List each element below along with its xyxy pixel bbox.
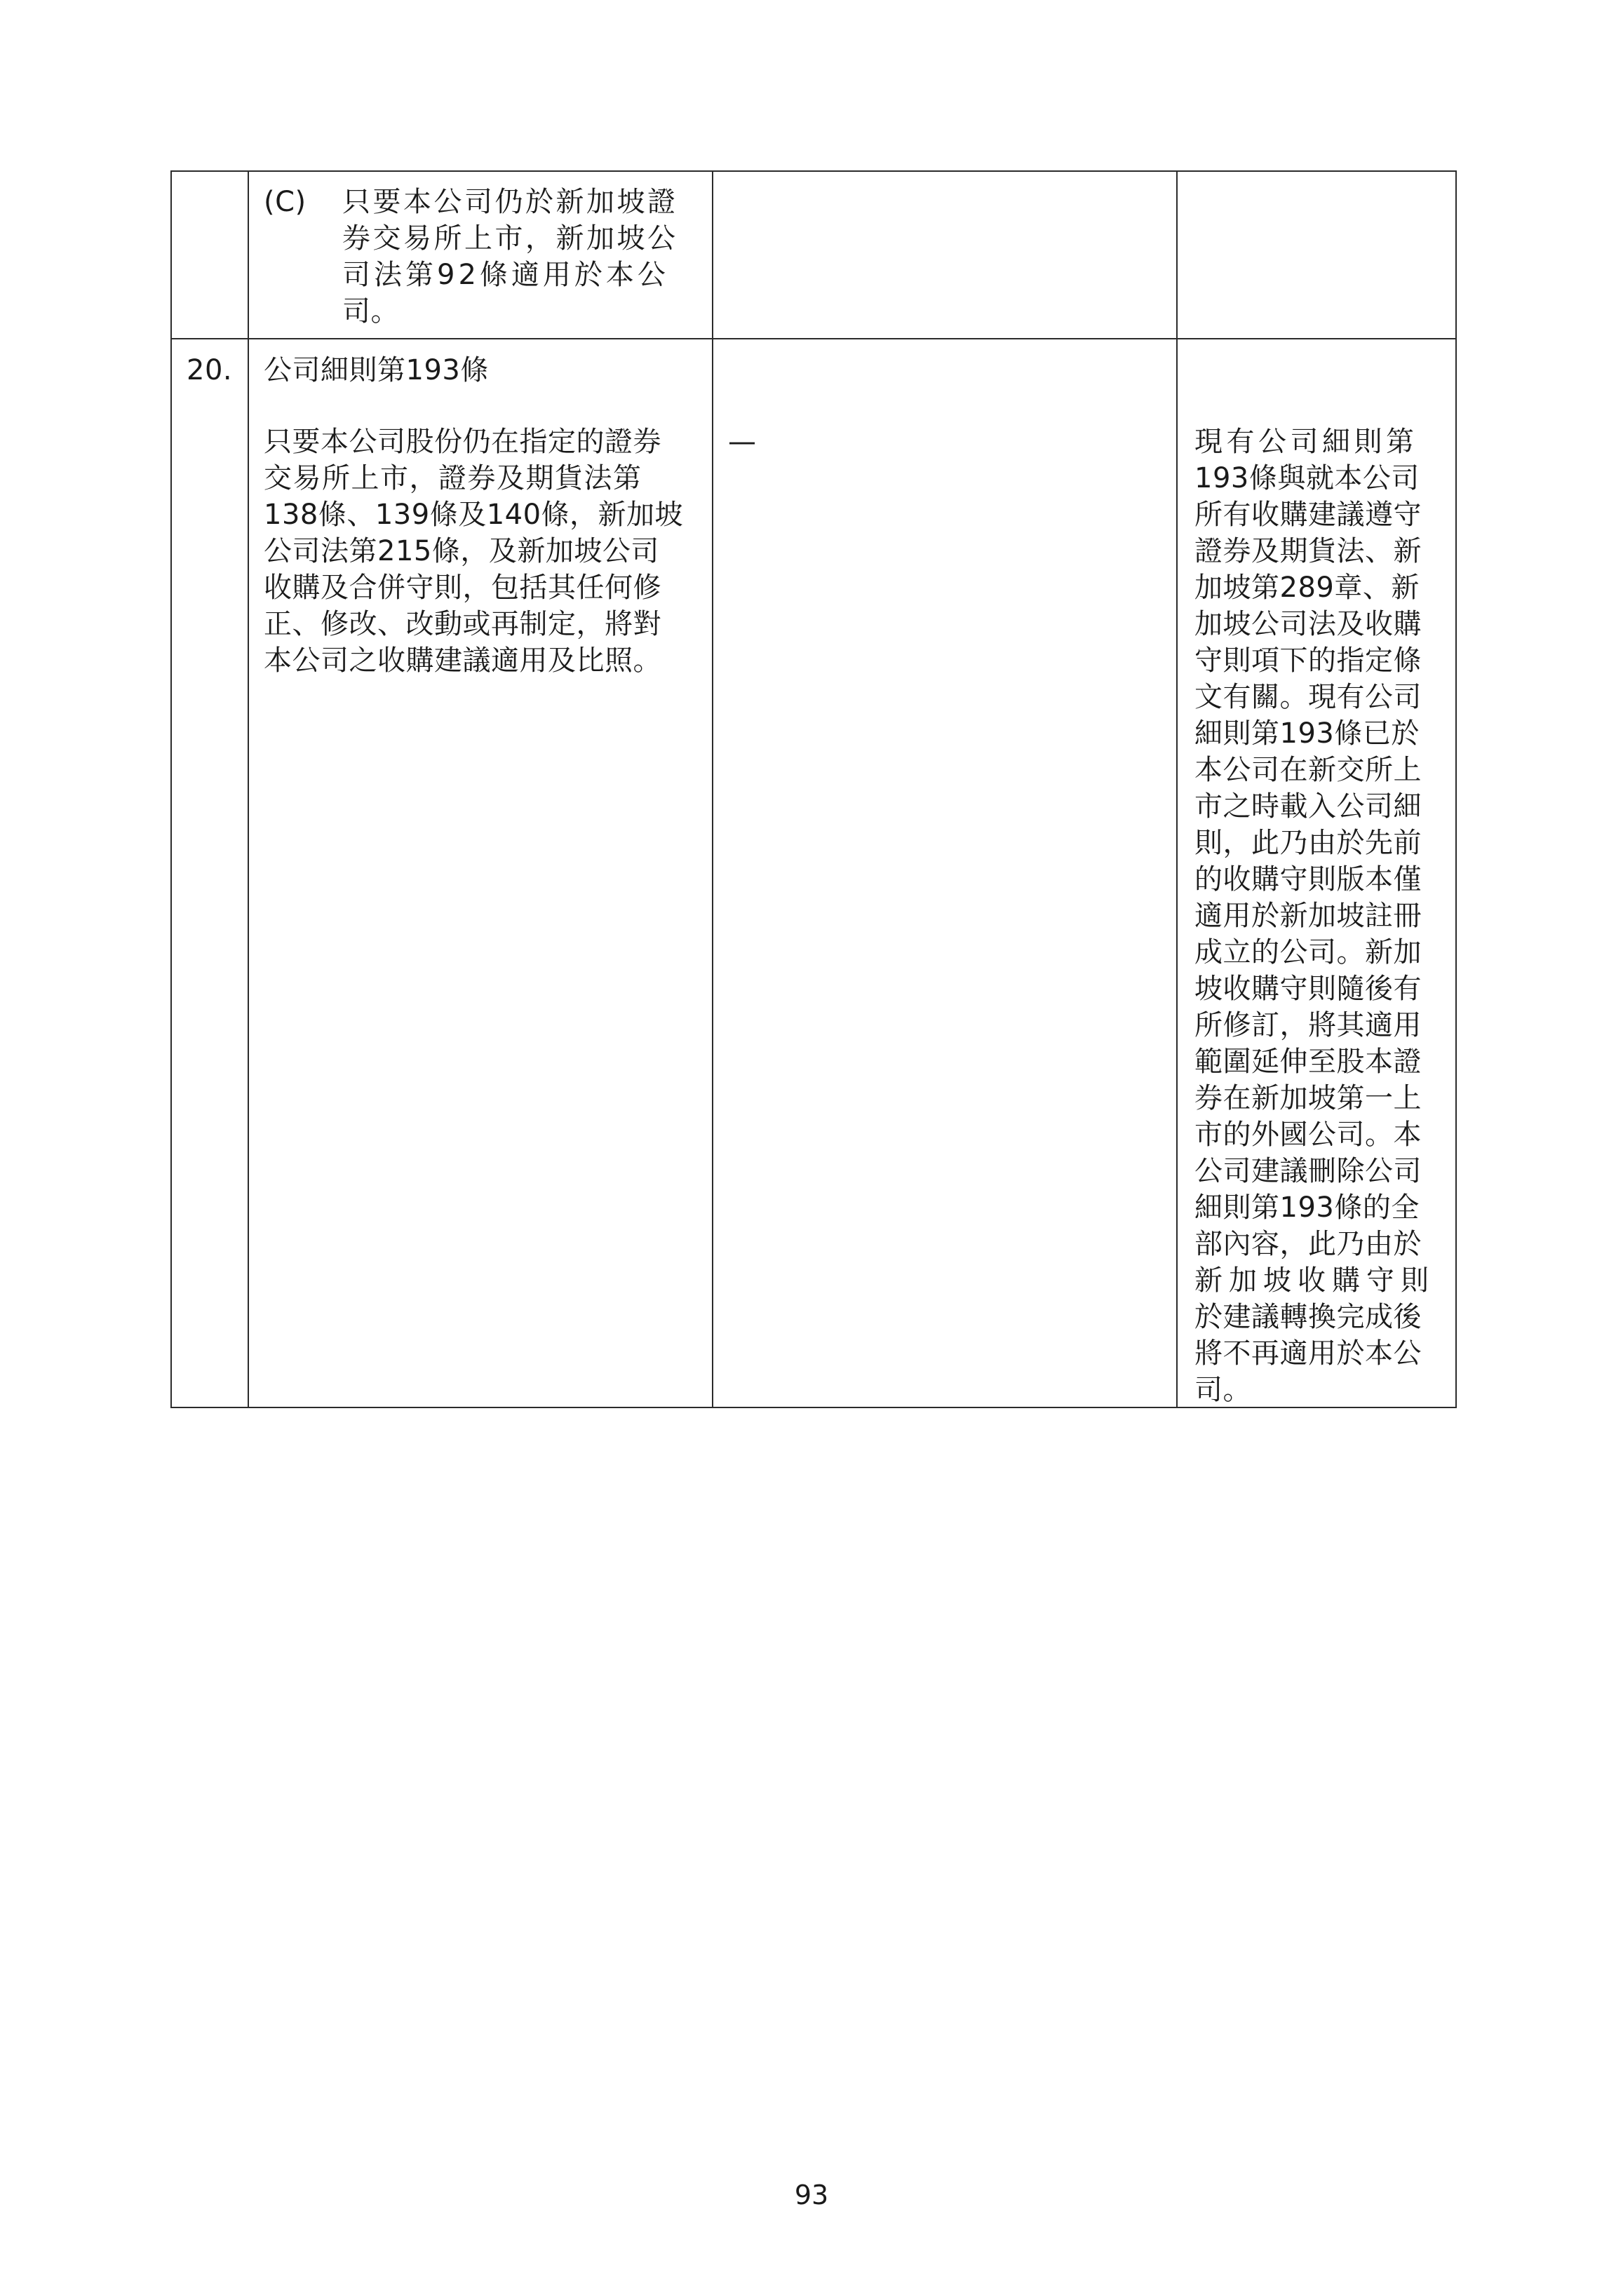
table-left-border — [170, 170, 172, 1408]
text-line: 公司建議刪除公司 — [1194, 1155, 1422, 1187]
text-line: 證券及期貨法、新 — [1194, 535, 1422, 567]
text-line: 成立的公司。新加 — [1194, 936, 1422, 968]
text-line: 193條與就本公司 — [1194, 462, 1420, 494]
text-line: 於建議轉換完成後 — [1194, 1301, 1422, 1333]
page-number: 93 — [794, 2180, 829, 2210]
row-number: 20. — [187, 354, 233, 386]
text-line: 則，此乃由於先前 — [1194, 827, 1422, 859]
text-line: 券在新加坡第一上 — [1194, 1082, 1422, 1114]
text-line: 正、修改、改動或再制定，將對 — [264, 608, 661, 640]
text-line: 所修訂，將其適用 — [1194, 1009, 1422, 1041]
text-line: 守則項下的指定條 — [1194, 644, 1422, 677]
text-line: 的收購守則版本僅 — [1194, 863, 1422, 896]
text-line: 範圍延伸至股本證 — [1194, 1046, 1422, 1078]
text-line: 司法第92條適用於本公 — [342, 259, 669, 291]
column-divider-3 — [1176, 170, 1178, 1408]
text-line: 司。 — [1194, 1374, 1251, 1406]
text-line: 交易所上市，證券及期貨法第 — [264, 462, 642, 494]
text-line: 收購及合併守則，包括其任何修 — [264, 572, 661, 604]
row-divider — [170, 338, 1457, 339]
text-line: 文有關。現有公司 — [1194, 681, 1422, 713]
text-line: 138條、139條及140條，新加坡 — [264, 499, 684, 531]
column-divider-2 — [712, 170, 713, 1408]
text-line: 本公司在新交所上 — [1194, 754, 1422, 786]
item-label: (C) — [264, 186, 307, 218]
text-line: 本公司之收購建議適用及比照。 — [264, 644, 661, 677]
text-line: 細則第193條已於 — [1194, 717, 1420, 750]
text-line: 加坡公司法及收購 — [1194, 608, 1422, 640]
table-bottom-border — [170, 1407, 1457, 1408]
text-line: 司。 — [342, 295, 399, 327]
row-heading: 公司細則第193條 — [264, 354, 489, 386]
text-line: 只要本公司股份仍在指定的證券 — [264, 426, 661, 458]
text-line: 市的外國公司。本 — [1194, 1119, 1422, 1151]
text-line: 新加坡收購守則 — [1194, 1264, 1435, 1297]
text-line: 細則第193條的全 — [1194, 1191, 1420, 1224]
column-divider-1 — [248, 170, 249, 1408]
text-line: 現有公司細則第 — [1194, 426, 1418, 458]
table-top-border — [170, 170, 1457, 172]
table-right-border — [1455, 170, 1457, 1408]
text-line: 所有收購建議遵守 — [1194, 499, 1422, 531]
text-line: 將不再適用於本公 — [1194, 1337, 1422, 1370]
text-line: 部內容，此乃由於 — [1194, 1228, 1422, 1260]
text-line: 市之時載入公司細 — [1194, 790, 1422, 823]
text-line: 只要本公司仍於新加坡證 — [342, 186, 678, 218]
text-line: 適用於新加坡註冊 — [1194, 900, 1422, 932]
text-line: 券交易所上市，新加坡公 — [342, 222, 678, 255]
proposed-text-dash: — — [728, 426, 757, 458]
text-line: 坡收購守則隨後有 — [1194, 973, 1422, 1005]
text-line: 公司法第215條，及新加坡公司 — [264, 535, 659, 567]
text-line: 加坡第289章、新 — [1194, 572, 1420, 604]
